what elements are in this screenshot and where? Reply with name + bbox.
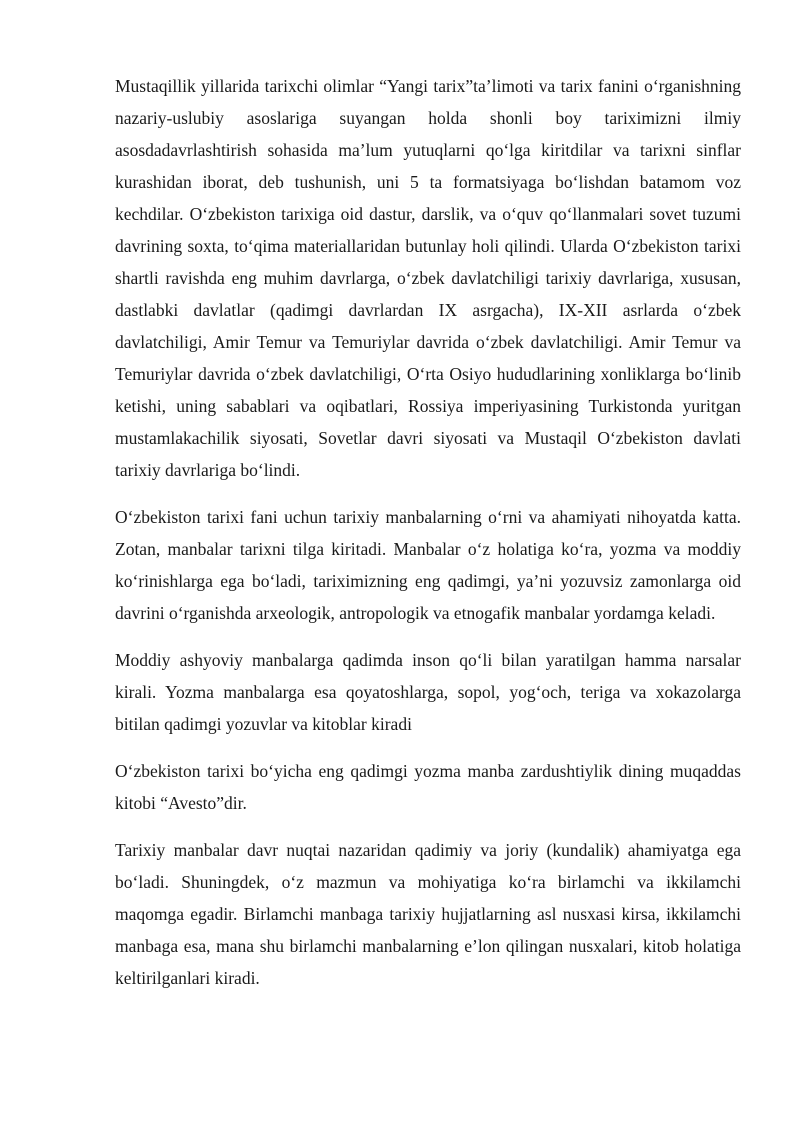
paragraph-periodization: Mustaqillik yillarida tarixchi olimlar “Yangi tarix”ta’limoti va tarix fanini o‘rganishning nazariy-uslubiy asoslariga suyangan holda shonli boy tariximizni ilmiy asosdadavrlashtirish sohasida ma’lum yutuqlarni qo‘lga kiritdilar va tarixni sinflar kurashidan iborat, deb tushunish, uni 5 ta formatsiyaga bo‘lishdan batamom voz kechdilar. O‘zbekiston tarixiga oid dastur, darslik, va o‘quv qo‘llanmalari sovet tuzumi davrining soxta, to‘qima materiallaridan butunlay holi qilindi. Ularda O‘zbekiston tarixi shartli ravishda eng muhim davrlarga, o‘zbek davlatchiligi tarixiy davrlariga, xususan, dastlabki davlatlar (qadimgi davrlardan IX asrgacha), IX-XII asrlarda o‘zbek davlatchiligi, Amir Temur va Temuriylar davrida o‘zbek davlatchiligi. Amir Temur va Temuriylar davrida o‘zbek davlatchiligi, O‘rta Osiyo hududlarining xonliklarga bo‘linib ketishi, uning sabablari va oqibatlari, Rossiya imperiyasining Turkistonda yuritgan mustamlakachilik siyosati, Sovetlar davri siyosati va Mustaqil O‘zbekiston davlati tarixiy davrlariga bo‘lindi.: [115, 76, 741, 480]
document-body: [115, 70, 741, 1009]
paragraph-material-sources: Moddiy ashyoviy manbalarga qadimda inson qo‘li bilan yaratilgan hamma narsalar kirali. Yozma manbalarga esa qoyatoshlarga, sopol, yog‘och, teriga va xokazolarga bitilan qadimgi yozuvlar va kitoblar kiradi: [115, 650, 741, 734]
paragraph-sources-importance: O‘zbekiston tarixi fani uchun tarixiy manbalarning o‘rni va ahamiyati nihoyatda katta. Zotan, manbalar tarixni tilga kiritadi. Manbalar o‘z holatiga ko‘ra, yozma va moddiy ko‘rinishlarga ega bo‘ladi, tariximizning eng qadimgi, ya’ni yozuvsiz zamonlarga oid davrini o‘rganishda arxeologik, antropologik va etnogafik manbalar yordamga keladi.: [115, 507, 741, 623]
paragraph-avesto: O‘zbekiston tarixi bo‘yicha eng qadimgi yozma manba zardushtiylik dining muqaddas kitobi “Avesto”dir.: [115, 761, 741, 813]
paragraph-source-types: Tarixiy manbalar davr nuqtai nazaridan qadimiy va joriy (kundalik) ahamiyatga ega bo‘ladi. Shuningdek, o‘z mazmun va mohiyatiga ko‘ra birlamchi va ikkilamchi maqomga egadir. Birlamchi manbaga tarixiy hujjatlarning asl nusxasi kirsa, ikkilamchi manbaga esa, mana shu birlamchi manbalarning e’lon qilingan nusxalari, kitob holatiga keltirilganlari kiradi.: [115, 840, 741, 988]
